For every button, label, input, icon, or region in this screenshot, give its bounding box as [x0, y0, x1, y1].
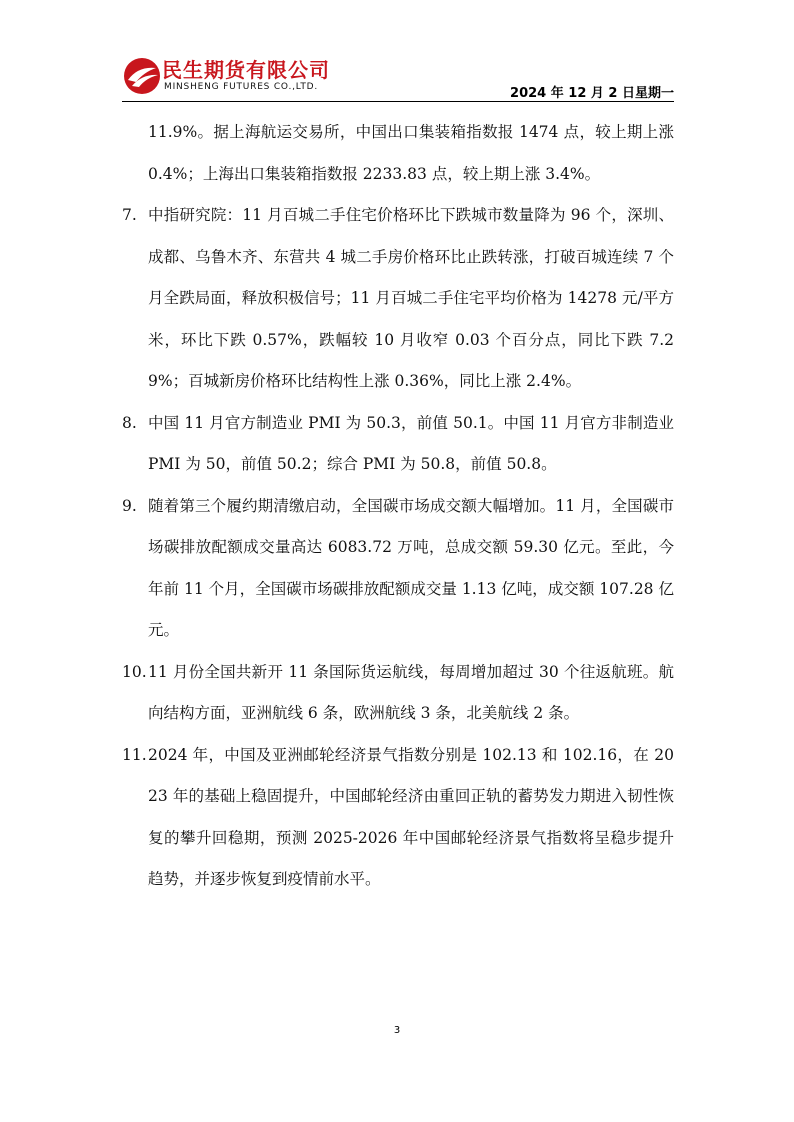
list-item-11: [122, 735, 674, 901]
item-number: 10.: [122, 662, 147, 681]
item-text: 中国 11 月官方制造业 PMI 为 50.3，前值 50.1。中国 11 月官方非制造业 PMI 为 50，前值 50.2；综合 PMI 为 50.8，前值 50.8。: [148, 413, 674, 473]
minsheng-logo-icon: [122, 56, 162, 96]
item-number: 7.: [122, 206, 137, 224]
header-divider: [122, 101, 674, 102]
item-number: 9.: [122, 496, 137, 515]
list-item-8: [122, 403, 674, 486]
continued-paragraph: 11.9%。据上海航运交易所，中国出口集装箱指数报 1474 点，较上期上涨 0.4%；上海出口集装箱指数报 2233.83 点，较上期上涨 3.4%。: [148, 123, 674, 183]
page-header: [122, 52, 674, 102]
item-number: 11.: [122, 745, 147, 764]
document-body: [122, 112, 674, 901]
list-item-10: [122, 652, 674, 735]
company-name-cn: 民生期货有限公司: [162, 58, 330, 82]
page-number: 3: [393, 1025, 401, 1036]
item-text: 2024 年，中国及亚洲邮轮经济景气指数分别是 102.13 和 102.16，在 2023 年的基础上稳固提升，中国邮轮经济由重回正轨的蓄势发力期进入韧性恢复的攀升回稳期，预测 2025-2026 年中国邮轮经济景气指数将呈稳步提升趋势，并逐步恢复到疫情前水平。: [148, 745, 674, 888]
list-item-7: [122, 195, 674, 403]
list-item-9: [122, 486, 674, 652]
item-text: 随着第三个履约期清缴启动，全国碳市场成交额大幅增加。11 月，全国碳市场碳排放配额成交量高达 6083.72 万吨，总成交额 59.30 亿元。至此，今年前 11 个月，全国碳市场碳排放配额成交量 1.13 亿吨，成交额 107.28 亿元。: [148, 496, 674, 639]
item-text: 中指研究院：11 月百城二手住宅价格环比下跌城市数量降为 96 个，深圳、成都、乌鲁木齐、东营共 4 城二手房价格环比止跌转涨，打破百城连续 7 个月全跌局面，释放积极信号；11 月百城二手住宅平均价格为 14278 元/平方米，环比下跌 0.57%，跌幅较 10 月收窄 0.03 个百分点，同比下跌 7.29%；百城新房价格环比结构性上涨 0.36%，同比上涨 2.4%。: [148, 206, 674, 390]
item-number: 8.: [122, 413, 137, 432]
company-name-en: MINSHENG FUTURES CO.,LTD.: [164, 82, 319, 92]
report-date: 2024 年 12 月 2 日星期一: [510, 86, 674, 101]
item-text: 11 月份全国共新开 11 条国际货运航线，每周增加超过 30 个往返航班。航向结构方面，亚洲航线 6 条，欧洲航线 3 条，北美航线 2 条。: [148, 662, 674, 722]
